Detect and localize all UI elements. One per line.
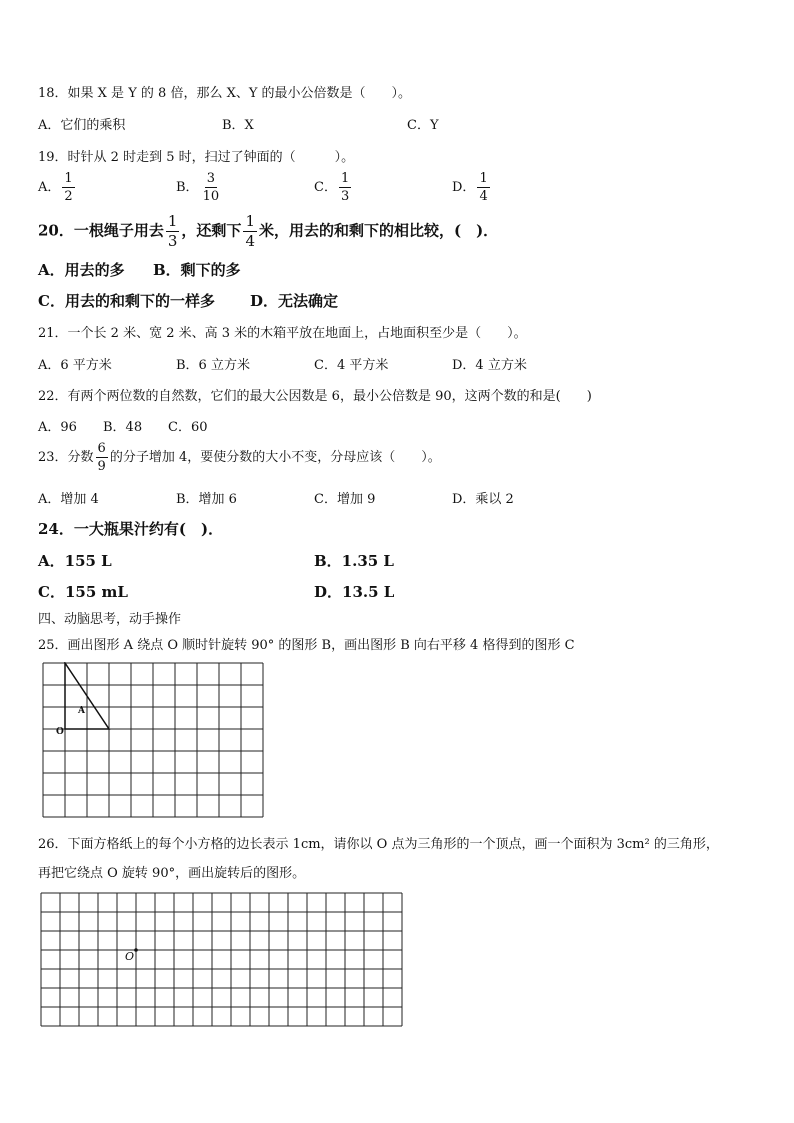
q18-option-b: B．X xyxy=(222,118,254,133)
question-26-text-line1: 26．下面方格纸上的每个小方格的边长表示 1cm，请你以 O 点为三角形的一个顶点，画一个面积为 3cm² 的三角形， xyxy=(38,837,719,852)
q20-option-d: D．无法确定 xyxy=(250,292,339,310)
q22-option-c: C．60 xyxy=(168,420,208,435)
q19-option-d: D． $\frac{1}{4}$ xyxy=(452,171,488,204)
q24-option-b: B．1.35 L xyxy=(314,552,394,570)
fraction: $\frac{1}{4}$ xyxy=(245,212,255,250)
question-21-text: 21．一个长 2 米、宽 2 米、高 3 米的木箱平放在地面上，占地面积至少是（ ）。 xyxy=(38,326,527,341)
point-o-dot xyxy=(134,948,138,952)
q24-option-a: A．155 L xyxy=(38,552,112,570)
q22-option-a: A．96 xyxy=(38,420,77,435)
q19-option-c: C． $\frac{1}{3}$ xyxy=(314,171,350,204)
q25-grid xyxy=(42,662,268,818)
q23-option-a: A．增加 4 xyxy=(38,492,99,507)
question-18-text: 18．如果 X 是 Y 的 8 倍，那么 X、Y 的最小公倍数是（ ）。 xyxy=(38,86,412,101)
fraction: $\frac{6}{9}$ xyxy=(97,441,106,474)
q23-option-b: B．增加 6 xyxy=(176,492,237,507)
q19-option-b: B． $\frac{3}{10}$ xyxy=(176,171,220,204)
fraction: $\frac{1}{2}$ xyxy=(64,171,73,204)
q23-option-d: D．乘以 2 xyxy=(452,492,514,507)
q20-option-c: C．用去的和剩下的一样多 xyxy=(38,292,215,310)
q20-option-a: A．用去的多 xyxy=(38,261,125,279)
point-o-label: O xyxy=(125,950,135,963)
question-25-text: 25．画出图形 A 绕点 O 顺时针旋转 90° 的图形 B，画出图形 B 向右平移 4 格得到的图形 C xyxy=(38,638,575,653)
question-23-text: 23．分数 $\frac{6}{9}$ 的分子增加 4，要使分数的大小不变，分母应该（ ）。 xyxy=(38,441,441,474)
fraction: $\frac{1}{3}$ xyxy=(167,212,178,250)
question-24-text: 24．一大瓶果汁约有( )． xyxy=(38,520,224,538)
q21-option-d: D．4 立方米 xyxy=(452,358,527,373)
q26-grid xyxy=(40,892,422,1028)
fraction: $\frac{3}{10}$ xyxy=(202,171,220,204)
question-22-text: 22．有两个两位数的自然数，它们的最大公因数是 6，最小公倍数是 90，这两个数的和是( ) xyxy=(38,389,592,404)
q21-option-b: B．6 立方米 xyxy=(176,358,250,373)
question-20-text: 20．一根绳子用去 $\frac{1}{3}$ ，还剩下 $\frac{1}{4}$ 米，用去的和剩下的相比较，( )． xyxy=(38,212,499,250)
q18-option-a: A．它们的乘积 xyxy=(38,118,126,133)
fraction: $\frac{1}{3}$ xyxy=(340,171,350,204)
question-26-text-line2: 再把它绕点 O 旋转 90°，画出旋转后的图形。 xyxy=(38,866,306,881)
q23-option-c: C．增加 9 xyxy=(314,492,376,507)
q18-option-c: C．Y xyxy=(407,118,439,133)
q20-option-b: B．剩下的多 xyxy=(153,261,241,279)
q24-option-c: C．155 mL xyxy=(38,583,128,601)
point-o-label: O xyxy=(56,727,64,737)
q21-option-a: A．6 平方米 xyxy=(38,358,112,373)
figure-a-label: A xyxy=(78,706,85,716)
fraction: $\frac{1}{4}$ xyxy=(479,171,488,204)
q19-option-a: A． $\frac{1}{2}$ xyxy=(38,171,73,204)
q24-option-d: D．13.5 L xyxy=(314,583,395,601)
q22-option-b: B．48 xyxy=(103,420,143,435)
section-heading: 四、动脑思考，动手操作 xyxy=(38,612,182,627)
question-19-text: 19．时针从 2 时走到 5 时，扫过了钟面的（ ）。 xyxy=(38,150,355,165)
q21-option-c: C．4 平方米 xyxy=(314,358,389,373)
